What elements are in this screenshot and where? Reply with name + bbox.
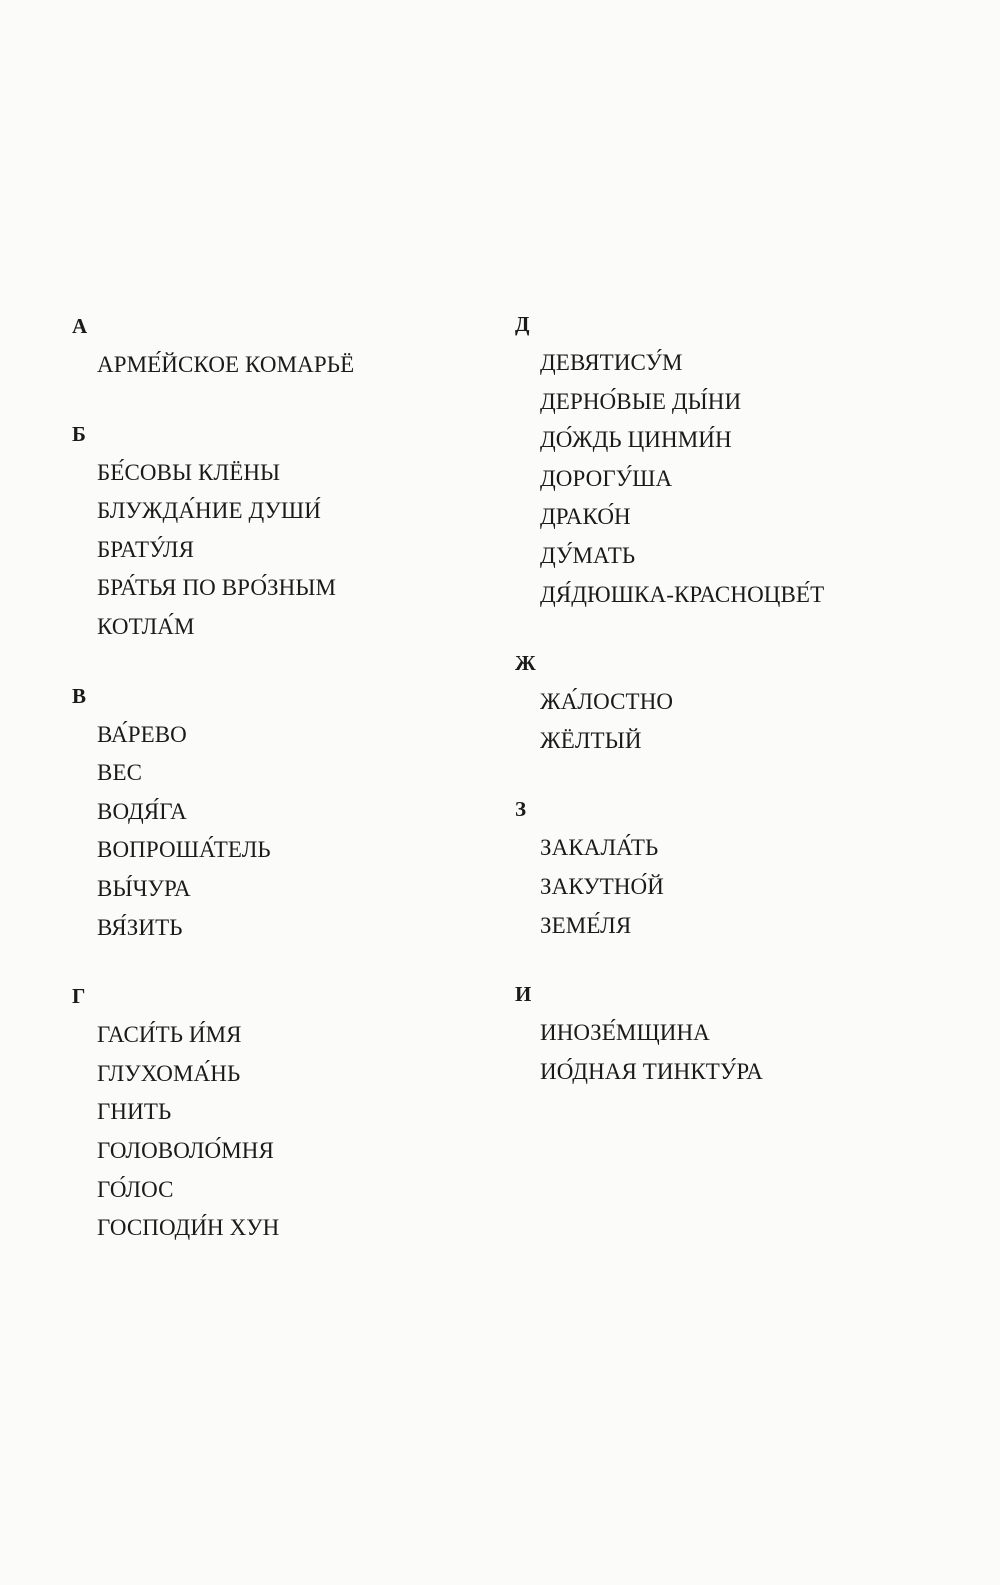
section-entries: [515, 829, 955, 945]
index-entry: БЛУЖДА́НИЕ ДУШИ́: [97, 498, 321, 524]
section-entries: [515, 1014, 955, 1091]
index-entry: АРМЕ́ЙСКОЕ КОМАРЬЁ: [97, 352, 355, 377]
index-entry: ИО́ДНАЯ ТИНКТУ́РА: [540, 1058, 763, 1084]
section-entries: [72, 454, 512, 647]
index-entry: ЗАКУТНО́Й: [540, 873, 664, 899]
index-entry: ДЕВЯТИСУ́М: [540, 350, 683, 375]
index-entry: ДРАКО́Н: [540, 504, 631, 530]
index-entry: БЕ́СОВЫ КЛЁНЫ: [97, 459, 281, 485]
index-entry: ГОЛОВОЛО́МНЯ: [97, 1137, 274, 1163]
index-entry: ВА́РЕВО: [97, 721, 187, 747]
section-entries: [72, 1016, 512, 1248]
section-entries: [515, 683, 955, 760]
index-entry: ВЕС: [97, 760, 143, 786]
index-section: [72, 682, 512, 948]
section-letter: В: [72, 683, 87, 708]
index-entry: ГНИТЬ: [97, 1099, 172, 1125]
index-entry: ГОСПОДИ́Н ХУН: [97, 1215, 280, 1241]
index-entry: ЗАКАЛА́ТЬ: [540, 835, 659, 861]
section-letter: И: [515, 982, 532, 1007]
index-entry: ГО́ЛОС: [97, 1176, 174, 1202]
index-entry: БРА́ТЬЯ ПО ВРО́ЗНЫМ: [97, 575, 337, 601]
index-section: [72, 420, 512, 647]
index-entry: ДУ́МАТЬ: [540, 542, 636, 568]
index-section: [515, 980, 955, 1091]
index-entry: ДЯ́ДЮШКА-КРАСНОЦВЕ́Т: [540, 581, 825, 607]
index-right-column: [515, 310, 955, 1126]
section-letter: З: [515, 797, 527, 822]
index-entry: ДО́ЖДЬ ЦИНМИ́Н: [540, 427, 732, 453]
index-entry: ЗЕМЕ́ЛЯ: [540, 912, 632, 938]
index-entry: ВЫ́ЧУРА: [97, 875, 191, 901]
index-section: [515, 310, 955, 614]
index-entry: ВОПРОША́ТЕЛЬ: [97, 837, 271, 863]
index-entry: ЖА́ЛОСТНО: [540, 689, 674, 715]
index-entry: ДЕРНО́ВЫЕ ДЫ́НИ: [540, 388, 742, 414]
index-section: [515, 649, 955, 760]
index-entry: ГАСИ́ТЬ И́МЯ: [97, 1022, 242, 1048]
section-letter: Ж: [515, 651, 536, 676]
index-entry: БРАТУ́ЛЯ: [97, 536, 195, 562]
section-entries: [515, 344, 955, 614]
section-letter: Б: [72, 421, 86, 446]
section-entries: [72, 716, 512, 948]
index-section: [72, 982, 512, 1248]
index-entry: ВЯ́ЗИТЬ: [97, 914, 183, 940]
index-section: [515, 795, 955, 945]
index-left-column: [72, 312, 512, 1283]
index-entry: ДОРОГУ́ША: [540, 465, 673, 491]
index-entry: ЖЁЛТЫЙ: [540, 727, 642, 753]
section-letter: А: [72, 314, 88, 338]
index-entry: ГЛУХОМА́НЬ: [97, 1060, 241, 1086]
section-letter: Г: [72, 984, 86, 1009]
index-section: [72, 312, 512, 385]
index-entry: КОТЛА́М: [97, 613, 195, 639]
section-entries: [72, 346, 512, 385]
index-entry: ИНОЗЕ́МЩИНА: [540, 1020, 710, 1046]
section-letter: Д: [515, 312, 530, 336]
index-entry: ВОДЯ́ГА: [97, 798, 187, 824]
